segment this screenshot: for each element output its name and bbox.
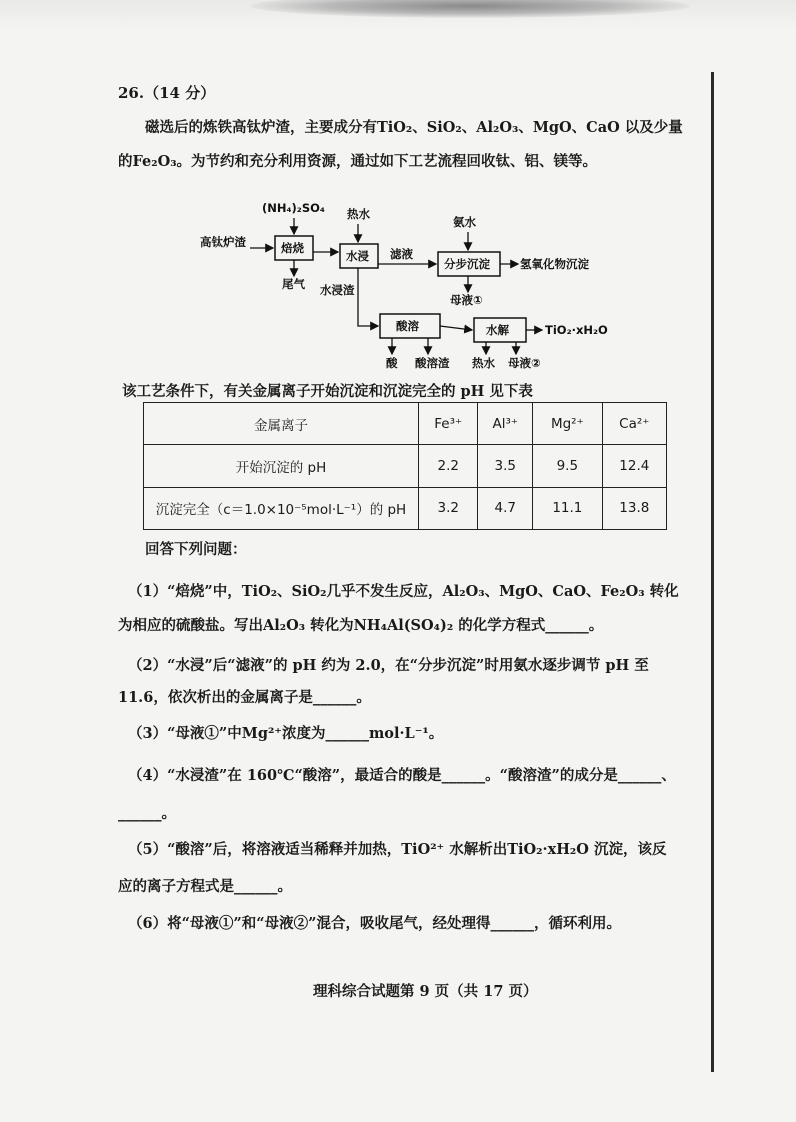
flow-product: TiO₂·xH₂O	[545, 323, 608, 337]
q4-line-2: ______。	[118, 805, 176, 822]
table-header-cell: Ca²⁺	[602, 403, 666, 445]
table-cell: 11.1	[533, 487, 603, 529]
flow-step-roast: 焙烧	[281, 241, 304, 255]
flow-acid-residue: 酸溶渣	[415, 356, 450, 370]
process-flowchart	[190, 196, 620, 372]
flow-step-precip: 分步沉淀	[444, 257, 490, 271]
q2-line-2: 11.6，依次析出的金属离子是______。	[118, 689, 371, 706]
flow-raw-material: 高钛炉渣	[200, 235, 246, 249]
flow-tail-gas: 尾气	[282, 277, 305, 291]
table-row	[144, 445, 667, 487]
q6-text: （6）将“母液①”和“母液②”混合，吸收尾气，经处理得______，循环利用。	[128, 915, 621, 932]
table-row	[144, 487, 667, 529]
flow-step-acid: 酸溶	[396, 319, 419, 333]
flow-input-reagent: (NH₄)₂SO₄	[262, 201, 325, 215]
flow-hydroxide: 氢氧化物沉淀	[520, 257, 589, 271]
table-cell: 2.2	[419, 445, 478, 487]
table-cell: 3.2	[419, 487, 478, 529]
intro-line-2: 的Fe₂O₃。为节约和充分利用资源，通过如下工艺流程回收钛、铝、镁等。	[118, 153, 598, 170]
q3-text: （3）“母液①”中Mg²⁺浓度为______mol·L⁻¹。	[128, 725, 444, 742]
q5-line-1: （5）“酸溶”后，将溶液适当稀释并加热，TiO²⁺ 水解析出TiO₂·xH₂O 沉淀，该反	[128, 841, 667, 858]
flow-mother-liquor-1: 母液①	[450, 293, 483, 307]
flow-mother-liquor-2: 母液②	[508, 356, 541, 370]
table-row-label: 沉淀完全（c＝1.0×10⁻⁵mol·L⁻¹）的 pH	[144, 487, 419, 529]
table-cell: 12.4	[602, 445, 666, 487]
table-cell: 3.5	[478, 445, 533, 487]
flow-hot-water-1: 热水	[347, 207, 370, 221]
q1-line-2: 为相应的硫酸盐。写出Al₂O₃ 转化为NH₄Al(SO₄)₂ 的化学方程式______。	[118, 617, 604, 634]
table-header-cell: Fe³⁺	[419, 403, 478, 445]
q2-line-1: （2）“水浸”后“滤液”的 pH 约为 2.0，在“分步沉淀”时用氨水逐步调节 pH 至	[128, 657, 649, 674]
flow-ammonia: 氨水	[453, 215, 476, 229]
q4-line-1: （4）“水浸渣”在 160℃“酸溶”，最适合的酸是______。“酸溶渣”的成分是______、	[128, 767, 676, 784]
q1-line-1: （1）“焙烧”中，TiO₂、SiO₂几乎不发生反应，Al₂O₃、MgO、CaO、Fe₂O₃ 转化	[128, 583, 679, 600]
flow-step-leach: 水浸	[346, 249, 369, 263]
intro-line-1: 磁选后的炼铁高钛炉渣，主要成分有TiO₂、SiO₂、Al₂O₃、MgO、CaO 以及少量	[145, 119, 683, 136]
table-header-cell: Mg²⁺	[533, 403, 603, 445]
question-number: 26.（14 分）	[118, 84, 216, 102]
ph-table	[143, 402, 667, 530]
table-header-cell: Al³⁺	[478, 403, 533, 445]
table-row-label: 开始沉淀的 pH	[144, 445, 419, 487]
flow-filtrate: 滤液	[390, 247, 413, 261]
table-cell: 13.8	[602, 487, 666, 529]
table-intro: 该工艺条件下，有关金属离子开始沉淀和沉淀完全的 pH 见下表	[122, 383, 533, 400]
table-cell: 9.5	[533, 445, 603, 487]
flow-step-hydrolysis: 水解	[486, 323, 509, 337]
flow-leach-residue: 水浸渣	[320, 283, 355, 297]
page-edge-line	[711, 72, 714, 1072]
table-header-cell: 金属离子	[144, 403, 419, 445]
table-cell: 4.7	[478, 487, 533, 529]
page-footer: 理科综合试题第 9 页（共 17 页）	[313, 983, 538, 1000]
flow-acid: 酸	[386, 356, 398, 370]
table-header-row	[144, 403, 667, 445]
answer-prompt: 回答下列问题：	[145, 541, 247, 558]
flow-hot-water-2: 热水	[472, 356, 495, 370]
q5-line-2: 应的离子方程式是______。	[118, 878, 292, 895]
